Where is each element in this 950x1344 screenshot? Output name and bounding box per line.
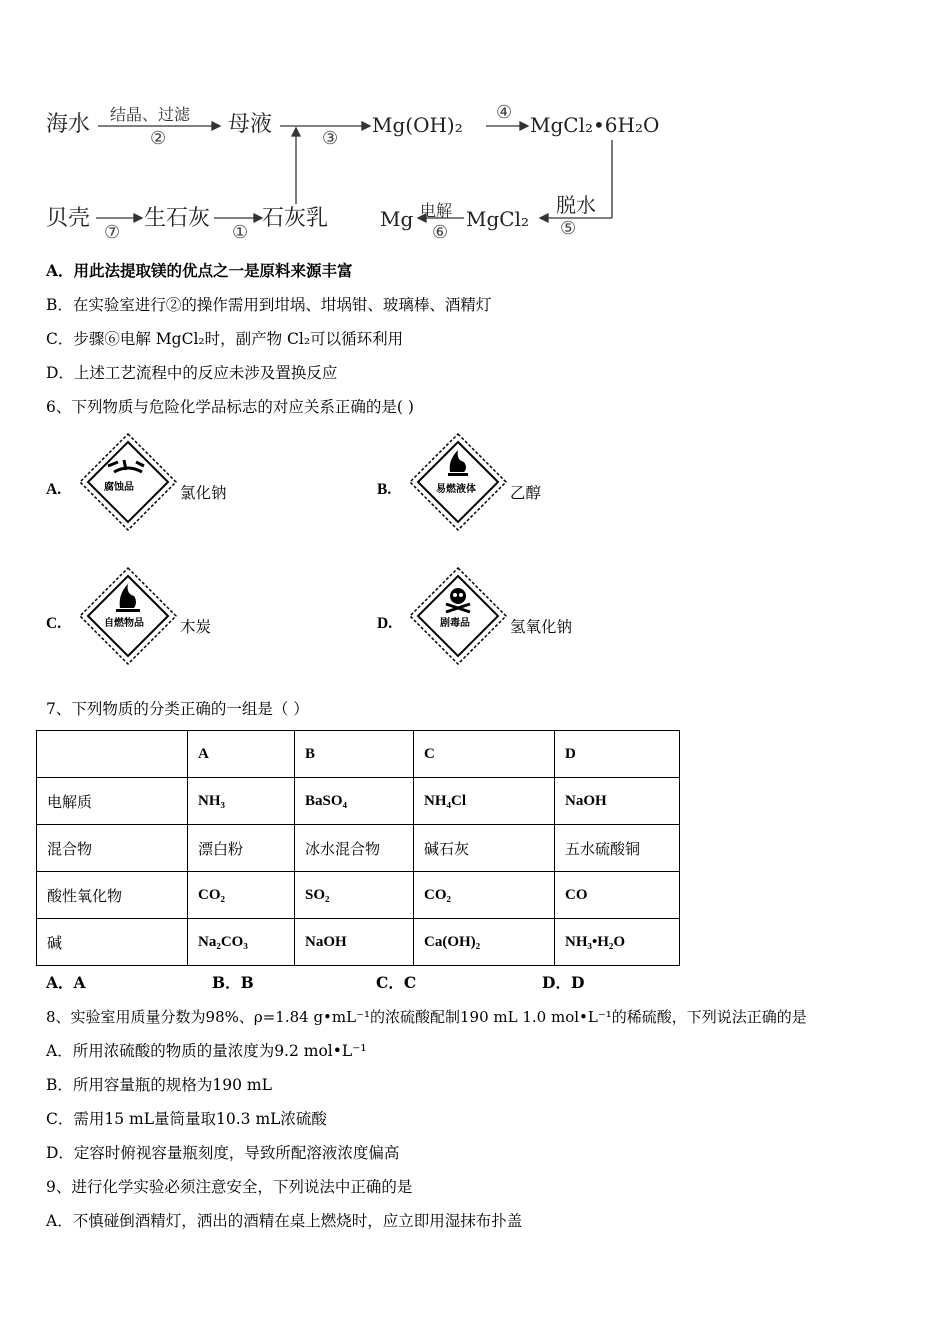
step-4-marker: ④ xyxy=(496,102,513,123)
q6-stem: 6、下列物质与危险化学品标志的对应关系正确的是( ) xyxy=(46,398,414,416)
table-cell: 碱石灰 xyxy=(414,825,555,872)
q8-option-a: A．所用浓硫酸的物质的量浓度为9.2 mol•L⁻¹ xyxy=(46,1042,367,1060)
q6-option-a-substance: 氯化钠 xyxy=(180,484,227,502)
table-cell: Ca(OH)₂ xyxy=(414,919,555,966)
mg-extraction-flow-diagram xyxy=(40,90,700,250)
q8-stem: 8、实验室用质量分数为98%、ρ=1.84 g•mL⁻¹的浓硫酸配制190 mL 1.0 mol•L⁻¹的稀硫酸，下列说法正确的是 xyxy=(46,1008,807,1026)
table-row xyxy=(37,872,680,919)
q5-option-a: A．用此法提取镁的优点之一是原料来源丰富 xyxy=(46,261,353,280)
step-2-marker: ② xyxy=(150,128,167,149)
q6-option-c-letter: C. xyxy=(46,615,62,632)
q6-option-d-letter: D. xyxy=(377,615,393,632)
q6-option-a-letter: A. xyxy=(46,481,62,498)
q5-option-d: D．上述工艺流程中的反应未涉及置换反应 xyxy=(46,364,338,382)
table-cell: 混合物 xyxy=(37,825,188,872)
q6-option-b-letter: B. xyxy=(377,481,392,498)
seawater-label: 海水 xyxy=(46,112,91,137)
step-3-marker: ③ xyxy=(322,128,339,149)
q7-answer-b: B．B xyxy=(212,973,254,992)
table-cell: 电解质 xyxy=(37,778,188,825)
lime-milk-label: 石灰乳 xyxy=(262,206,329,231)
classification-table xyxy=(36,730,680,966)
table-cell xyxy=(37,731,188,778)
q8-option-c: C．需用15 mL量筒量取10.3 mL浓硫酸 xyxy=(46,1110,327,1128)
table-cell: 碱 xyxy=(37,919,188,966)
table-cell: Na₂CO₃ xyxy=(188,919,295,966)
q7-stem: 7、下列物质的分类正确的一组是（ ） xyxy=(46,700,309,718)
table-row xyxy=(37,919,680,966)
mg-label: Mg xyxy=(380,207,414,231)
step-1-marker: ① xyxy=(232,222,249,243)
mgcl2-hexahydrate-label: MgCl₂•6H₂O xyxy=(530,113,660,137)
step-7-marker: ⑦ xyxy=(104,222,121,243)
table-cell: 五水硫酸铜 xyxy=(555,825,680,872)
table-cell: NH₄Cl xyxy=(414,778,555,825)
electrolysis-label: 电解 xyxy=(420,201,453,220)
table-cell: BaSO₄ xyxy=(295,778,414,825)
table-cell: SO₂ xyxy=(295,872,414,919)
table-cell: 酸性氧化物 xyxy=(37,872,188,919)
q6-option-c-substance: 木炭 xyxy=(180,618,212,636)
table-header-row xyxy=(37,731,680,778)
table-cell: D xyxy=(555,731,680,778)
corrosive-sign-text: 腐蚀品 xyxy=(104,482,134,493)
table-cell: CO₂ xyxy=(188,872,295,919)
table-cell: NH₃•H₂O xyxy=(555,919,680,966)
dehydrate-label: 脱水 xyxy=(556,193,596,217)
spontaneous-sign-text: 自燃物品 xyxy=(104,618,144,629)
quicklime-label: 生石灰 xyxy=(144,206,211,231)
mother-liquor-label: 母液 xyxy=(228,112,273,137)
shell-label: 贝壳 xyxy=(46,206,91,231)
table-cell: B xyxy=(295,731,414,778)
table-cell: C xyxy=(414,731,555,778)
q9-option-a: A．不慎碰倒酒精灯，洒出的酒精在桌上燃烧时，应立即用湿抹布扑盖 xyxy=(46,1212,523,1230)
mgoh2-label: Mg(OH)₂ xyxy=(372,113,463,137)
toxic-sign-text: 剧毒品 xyxy=(440,618,470,629)
table-row xyxy=(37,778,680,825)
mgcl2-label: MgCl₂ xyxy=(466,207,529,231)
q5-option-b: B．在实验室进行②的操作需用到坩埚、坩埚钳、玻璃棒、酒精灯 xyxy=(46,296,492,314)
step-6-marker: ⑥ xyxy=(432,222,449,243)
flammable-sign-text: 易燃液体 xyxy=(436,484,476,495)
table-cell: NaOH xyxy=(295,919,414,966)
table-cell: 漂白粉 xyxy=(188,825,295,872)
q5-option-c: C．步骤⑥电解 MgCl₂时，副产物 Cl₂可以循环利用 xyxy=(46,330,404,348)
q8-option-b: B．所用容量瓶的规格为190 mL xyxy=(46,1076,272,1094)
table-cell: CO xyxy=(555,872,680,919)
crystallize-filter-label: 结晶、过滤 xyxy=(110,105,191,124)
step-5-marker: ⑤ xyxy=(560,218,577,239)
q7-answer-d: D．D xyxy=(542,973,585,992)
table-cell: CO₂ xyxy=(414,872,555,919)
q9-stem: 9、进行化学实验必须注意安全，下列说法中正确的是 xyxy=(46,1178,413,1196)
table-cell: 冰水混合物 xyxy=(295,825,414,872)
q8-option-d: D．定容时俯视容量瓶刻度，导致所配溶液浓度偏高 xyxy=(46,1144,400,1162)
table-cell: A xyxy=(188,731,295,778)
q6-option-d-substance: 氢氧化钠 xyxy=(510,618,573,636)
table-cell: NH₃ xyxy=(188,778,295,825)
table-cell: NaOH xyxy=(555,778,680,825)
table-row xyxy=(37,825,680,872)
q6-option-b-substance: 乙醇 xyxy=(510,484,542,502)
q7-answer-c: C．C xyxy=(376,973,417,992)
q7-answer-a: A．A xyxy=(46,973,86,992)
